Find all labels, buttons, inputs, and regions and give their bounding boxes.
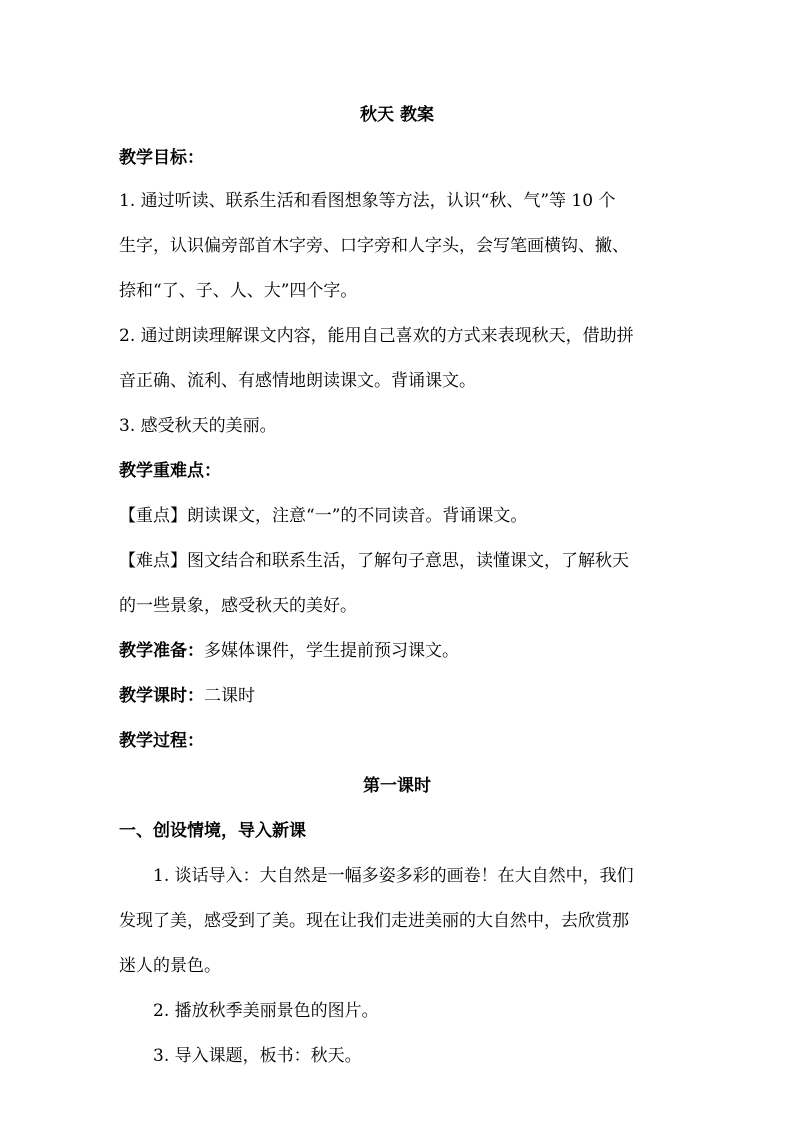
objective-3-line-1: 3. 感受秋天的美丽。 xyxy=(119,416,277,436)
difficult-point-line-1: 【难点】图文结合和联系生活，了解句子意思，读懂课文，了解秋天 xyxy=(119,551,629,571)
preparation-value: 多媒体课件，学生提前预习课文。 xyxy=(204,641,459,661)
class-hours-line xyxy=(119,684,675,708)
lesson-title: 第一课时 xyxy=(363,776,431,796)
step-1-line-1: 1. 谈话导入：大自然是一幅多姿多彩的画卷！在大自然中，我们 xyxy=(153,866,634,886)
difficult-point-line-2: 的一些景象，感受秋天的美好。 xyxy=(119,596,357,616)
process-heading: 教学过程： xyxy=(119,731,204,751)
section-1-heading: 一、创设情境，导入新课 xyxy=(119,821,306,841)
preparation-line xyxy=(119,639,675,663)
step-1-line-3: 迷人的景色。 xyxy=(119,956,221,976)
step-1-line-2: 发现了美，感受到了美。现在让我们走进美丽的大自然中，去欣赏那 xyxy=(119,911,629,931)
preparation-label: 教学准备： xyxy=(119,641,204,661)
step-2-line-1: 2. 播放秋季美丽景色的图片。 xyxy=(153,1001,379,1021)
objective-1-line-2: 生字，认识偏旁部首木字旁、口字旁和人字头，会写笔画横钩、撇、 xyxy=(119,236,629,256)
document-title: 秋天 教案 xyxy=(360,105,434,125)
class-hours-label: 教学课时： xyxy=(119,686,204,706)
step-3-line-1: 3. 导入课题，板书：秋天。 xyxy=(153,1046,362,1066)
objective-1-line-1: 1. 通过听读、联系生活和看图想象等方法，认识“秋、气”等 10 个 xyxy=(119,191,616,211)
objective-1-line-3: 捺和“了、子、人、大”四个字。 xyxy=(119,281,358,301)
objective-2-line-2: 音正确、流利、有感情地朗读课文。背诵课文。 xyxy=(119,371,476,391)
objectives-heading: 教学目标： xyxy=(119,148,204,168)
objective-2-line-1: 2. 通过朗读理解课文内容，能用自己喜欢的方式来表现秋天，借助拼 xyxy=(119,326,634,346)
class-hours-value: 二课时 xyxy=(204,686,255,706)
key-points-heading: 教学重难点： xyxy=(119,461,221,481)
key-point-line: 【重点】朗读课文，注意“一”的不同读音。背诵课文。 xyxy=(119,506,528,526)
